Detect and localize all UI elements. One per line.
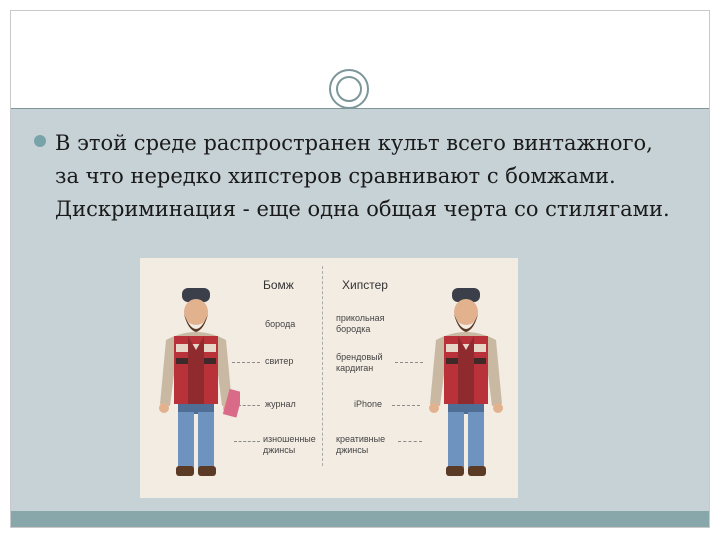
right-label-cardigan: брендовый кардиган [336, 352, 383, 373]
leader-line [392, 405, 420, 406]
leader-line [238, 405, 260, 406]
bottom-accent-bar [11, 511, 709, 527]
circle-ornament-icon [329, 69, 369, 109]
man-figure-right [424, 286, 508, 486]
left-title: Бомж [263, 278, 294, 292]
leader-line [395, 362, 423, 363]
left-label-beard: борода [265, 319, 296, 329]
right-label-iphone: iPhone [354, 399, 383, 409]
right-title: Хипстер [342, 278, 388, 292]
bullet-text: В этой среде распространен культ всего винтажного, за что нередко хипстеров сравнивают с бомжами. Дискриминация - еще одна общая черта со стилягами. [55, 131, 670, 221]
left-label-jeans: изношенные джинсы [263, 434, 316, 455]
circle-ornament-inner [336, 76, 362, 102]
leader-line [398, 441, 422, 442]
man-figure-left [152, 286, 240, 486]
right-label-jeans: креативные джинсы [336, 434, 386, 455]
bullet-paragraph [33, 127, 673, 226]
left-label-magazine: журнал [265, 399, 296, 409]
header-divider [11, 108, 709, 109]
right-label-beard: прикольная бородка [336, 313, 385, 334]
left-label-sweater: свитер [265, 356, 294, 366]
comparison-illustration [140, 258, 518, 498]
